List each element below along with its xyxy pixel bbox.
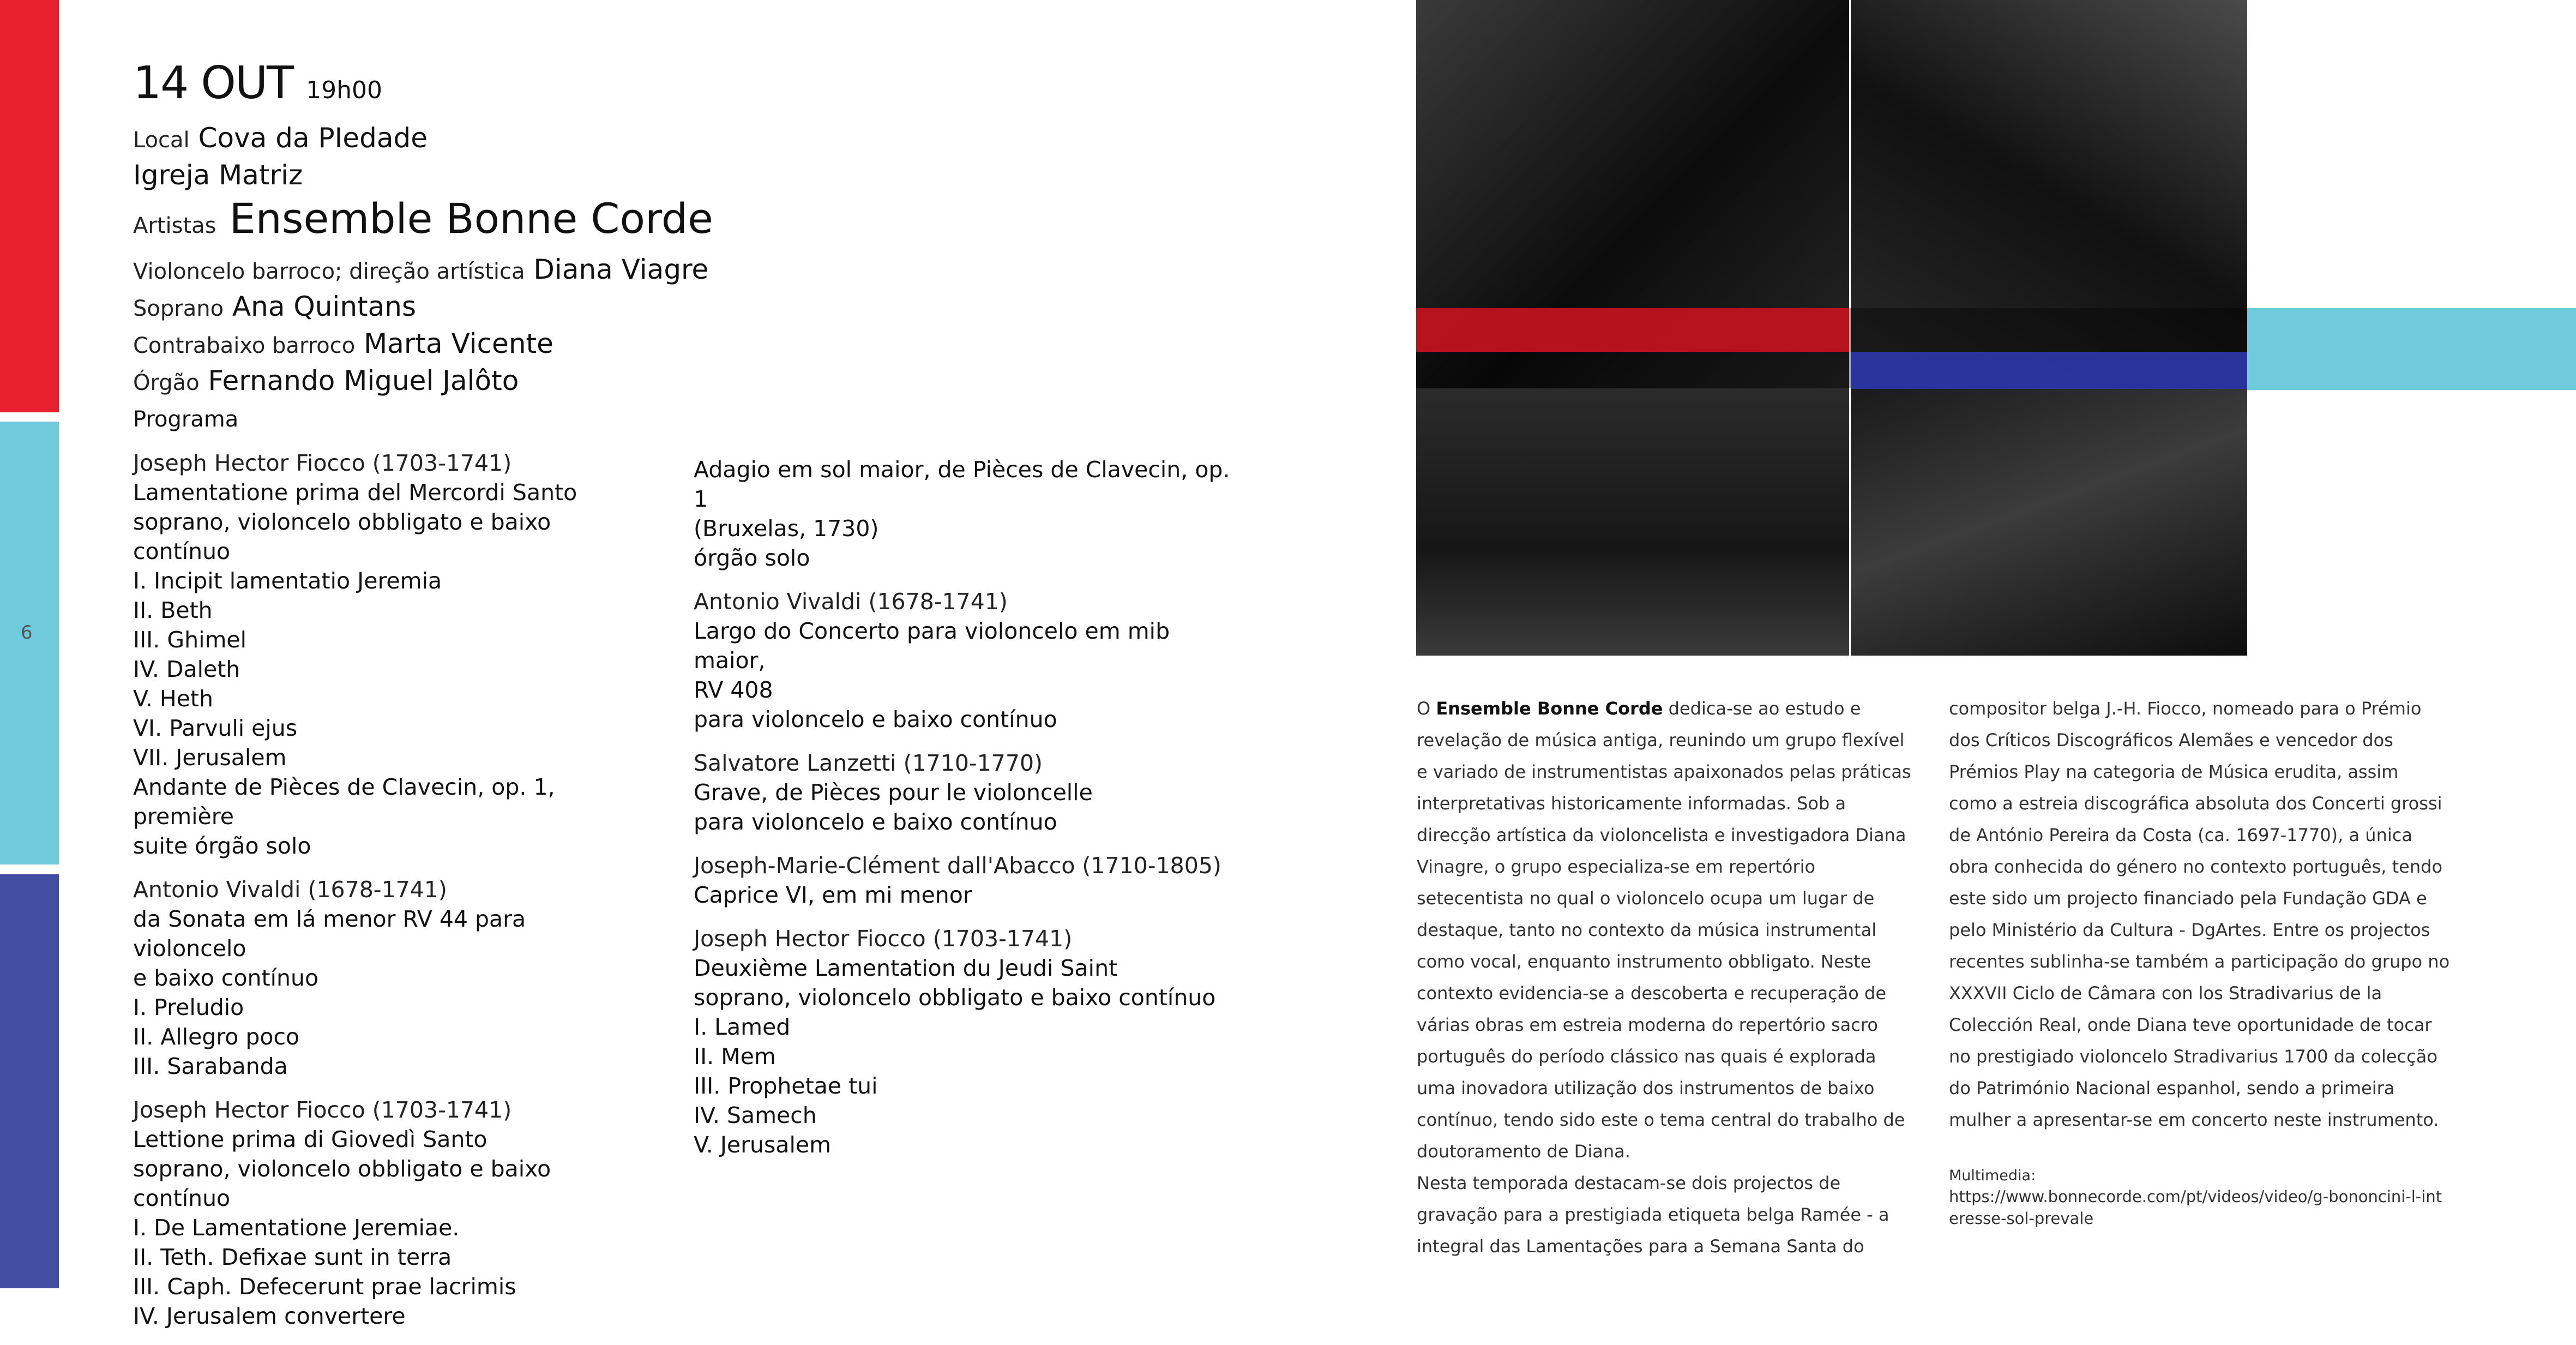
program-piece <box>694 748 1244 837</box>
venue-church: Igreja Matriz <box>133 159 303 191</box>
venue-name: Cova da PIedade <box>198 122 428 154</box>
credit-name: Ana Quintans <box>232 291 416 322</box>
side-bar-red <box>0 0 59 412</box>
side-bar-blue <box>0 874 59 1288</box>
credit-name: Diana Viagre <box>533 254 709 285</box>
piece-line: V. Heth <box>133 686 213 712</box>
piece-line: I. Preludio <box>133 994 244 1020</box>
piece-line: da Sonata em lá menor RV 44 para violoncelo <box>133 906 526 962</box>
credit-line <box>133 252 713 289</box>
program-column-2 <box>694 455 1244 1174</box>
venue-line-2 <box>133 158 713 193</box>
red-tint-band <box>1416 308 1849 352</box>
page-number: 6 <box>21 622 33 644</box>
piece-line: V. Jerusalem <box>694 1132 832 1158</box>
piece-line: soprano, violoncelo obbligato e baixo contínuo <box>133 509 551 565</box>
photo-double-bass <box>1851 388 2247 656</box>
composer: Joseph-Marie-Clément dall'Abacco (1710-1805) <box>694 852 1221 879</box>
piece-line: Caprice VI, em mi menor <box>694 882 972 908</box>
multimedia-link[interactable]: https://www.bonnecorde.com/pt/videos/video/g-bononcini-l-interesse-sol-prevale <box>1949 1187 2442 1228</box>
program-piece <box>694 587 1244 734</box>
piece-line: soprano, violoncelo obbligato e baixo contínuo <box>694 984 1216 1011</box>
piece-line: II. Beth <box>133 597 213 623</box>
piece-line: I. Incipit lamentatio Jeremia <box>133 568 442 594</box>
credit-role: Violoncelo barroco; direção artística <box>133 259 525 284</box>
piece-line: II. Allegro poco <box>133 1024 300 1050</box>
event-time: 19h00 <box>306 76 383 104</box>
piece-line: IV. Samech <box>694 1102 817 1128</box>
blue-tint-band <box>1851 352 2247 389</box>
composer: Joseph Hector Fiocco (1703-1741) <box>133 450 512 476</box>
piece-line: e baixo contínuo <box>133 965 319 991</box>
composer: Antonio Vivaldi (1678-1741) <box>694 589 1008 615</box>
bio-text-1: dedica-se ao estudo e revelação de música antiga, reunindo um grupo flexível e variado de instrumentistas apaixonados pelas práticas interpretativas historicamente informadas. Sob a direcção artística da violoncelista e investigadora Diana Vinagre, o grupo especializa-se em repertório setecentista no qual o violoncelo ocupa um lugar de destaque, tanto no contexto da música instrumental como vocal, enquanto instrumento obbligato. Neste contexto evidencia-se a descoberta e recuperação de várias obras em estreia moderna do repertório sacro português do período clássico nas quais é explorada uma inovadora utilização dos instrumentos de baixo contínuo, tendo sido este o tema central do trabalho de doutoramento de Diana. <box>1417 698 1911 1162</box>
venue-label: Local <box>133 128 190 153</box>
piece-line: II. Mem <box>694 1043 776 1070</box>
photo-collage <box>1416 0 2247 656</box>
event-date-line <box>133 53 713 121</box>
piece-line: I. Lamed <box>694 1014 791 1040</box>
composer: Joseph Hector Fiocco (1703-1741) <box>694 926 1073 952</box>
piece-line: III. Caph. Defecerunt prae lacrimis <box>133 1274 516 1300</box>
credit-line <box>133 326 713 363</box>
artists-name: Ensemble Bonne Corde <box>229 194 713 243</box>
piece-line: Andante de Pièces de Clavecin, op. 1, première <box>133 774 555 830</box>
piece-line: IV. Daleth <box>133 656 240 682</box>
bio-text-2: Nesta temporada destacam-se dois projectos de gravação para a prestigiada etiqueta belga Ramée - a integral das Lamentações para a Semana Santa do <box>1417 1173 1889 1257</box>
multimedia-label: Multimedia: <box>1949 1167 2036 1184</box>
bio-column-2 <box>1949 693 2451 1136</box>
piece-line: para violoncelo e baixo contínuo <box>694 809 1057 835</box>
composer: Salvatore Lanzetti (1710-1770) <box>694 750 1043 776</box>
piece-line: soprano, violoncelo obbligato e baixo contínuo <box>133 1156 551 1211</box>
photo-organist <box>1416 388 1849 656</box>
bio-column-1 <box>1417 693 1918 1262</box>
credit-role: Órgão <box>133 370 200 395</box>
ensemble-name: Ensemble Bonne Corde <box>1436 698 1663 719</box>
piece-line: VII. Jerusalem <box>133 744 287 771</box>
artists-line <box>133 193 713 252</box>
credit-role: Soprano <box>133 296 224 321</box>
piece-line: VI. Parvuli ejus <box>133 715 298 741</box>
artists-label: Artistas <box>133 213 216 238</box>
credit-name: Fernando Miguel Jalôto <box>208 365 519 397</box>
piece-line: Adagio em sol maior, de Pièces de Clavecin, op. 1 <box>694 457 1230 512</box>
piece-line: Lettione prima di Giovedì Santo <box>133 1126 487 1152</box>
piece-line: Deuxième Lamentation du Jeudi Saint <box>694 955 1118 981</box>
piece-line: Lamentatione prima del Mercordi Santo <box>133 479 577 506</box>
piece-line: IV. Jerusalem convertere <box>133 1303 406 1329</box>
piece-line: III. Prophetae tui <box>694 1073 878 1099</box>
credit-name: Marta Vicente <box>364 328 553 359</box>
credit-line <box>133 289 713 326</box>
event-date: 14 OUT <box>133 57 293 109</box>
program-piece <box>694 924 1244 1160</box>
program-piece <box>694 455 1244 573</box>
composer: Antonio Vivaldi (1678-1741) <box>133 876 447 903</box>
piece-line: (Bruxelas, 1730) <box>694 515 879 542</box>
piece-line: I. De Lamentatione Jeremiae. <box>133 1215 460 1241</box>
program-title: Programa <box>133 407 239 432</box>
piece-line: Grave, de Pièces pour le violoncelle <box>694 779 1093 806</box>
credit-line <box>133 363 713 400</box>
program-piece <box>133 875 646 1081</box>
credit-role: Contrabaixo barroco <box>133 333 356 358</box>
venue-line <box>133 121 713 158</box>
piece-line: III. Ghimel <box>133 627 247 653</box>
piece-line: II. Teth. Defixae sunt in terra <box>133 1244 452 1270</box>
cyan-accent-band <box>2247 308 2576 390</box>
piece-line: para violoncelo e baixo contínuo <box>694 706 1057 732</box>
program-column-1 <box>133 448 646 1345</box>
piece-line: suite órgão solo <box>133 833 311 859</box>
piece-line: RV 408 <box>694 677 773 703</box>
program-piece <box>694 851 1244 910</box>
composer: Joseph Hector Fiocco (1703-1741) <box>133 1097 512 1123</box>
bio-text-3: compositor belga J.-H. Fiocco, nomeado para o Prémio dos Críticos Discográficos Alemães e vencedor dos Prémios Play na categoria de Música erudita, assim como a estreia discográfica absoluta dos Concerti grossi de António Pereira da Costa (ca. 1697-1770), a única obra conhecida do género no contexto português, tendo este sido um projecto financiado pela Fundação GDA e pelo Ministério da Cultura - DgArtes. Entre os projectos recentes sublinha-se também a participação do grupo no XXXVII Ciclo de Câmara con los Stradivarius de la Colección Real, onde Diana teve oportunidade de tocar no prestigiado violoncelo Stradivarius 1700 da colecção do Património Nacional espanhol, sendo a primeira mulher a apresentar-se em concerto neste instrumento. <box>1949 698 2450 1130</box>
program-piece <box>133 448 646 861</box>
piece-line: III. Sarabanda <box>133 1053 288 1079</box>
program-piece <box>133 1095 646 1331</box>
bio-intro-prefix: O <box>1417 698 1431 719</box>
piece-line: órgão solo <box>694 545 810 571</box>
piece-line: Largo do Concerto para violoncelo em mib maior, <box>694 618 1170 674</box>
event-header <box>133 53 713 400</box>
